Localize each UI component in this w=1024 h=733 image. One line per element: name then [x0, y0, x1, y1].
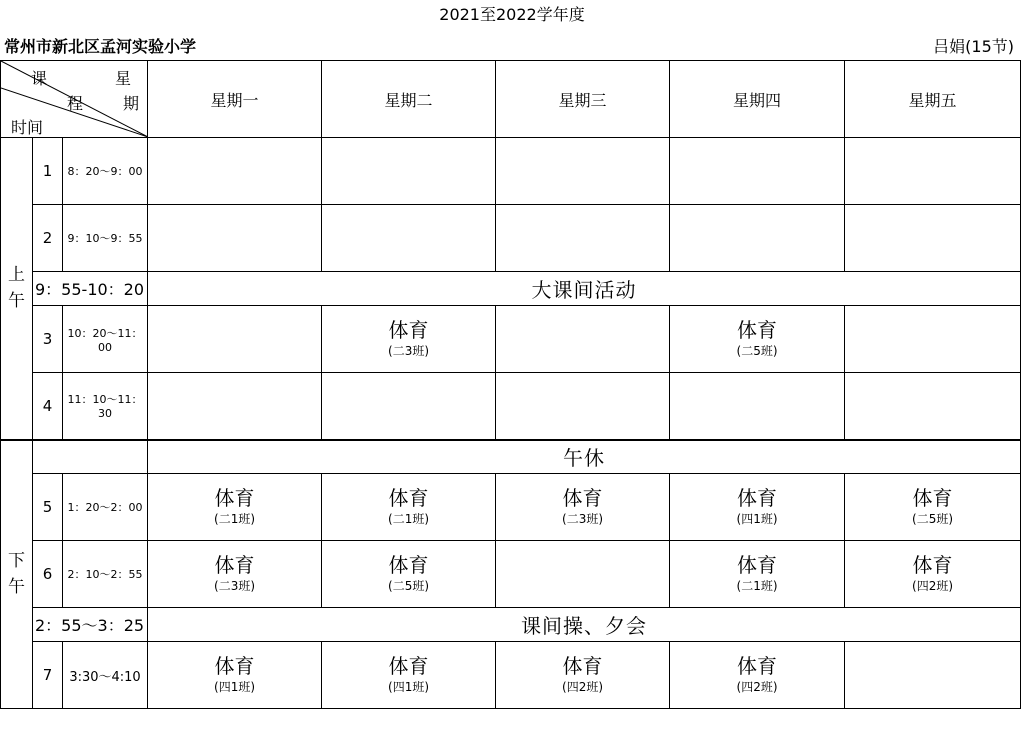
day-header-3: 星期三: [496, 61, 670, 138]
subject-name: 体育: [737, 486, 778, 510]
break-label: 大课间活动: [148, 272, 1021, 306]
subject-name: 体育: [388, 654, 429, 678]
period-number: 4: [33, 373, 63, 440]
schedule-cell: [322, 541, 496, 608]
period-number: 5: [33, 474, 63, 541]
period-row-3: [1, 306, 1021, 373]
break-time: 2：55～3：25: [33, 608, 148, 642]
break-label: 午休: [148, 440, 1021, 474]
class-name: (二3班): [388, 344, 430, 358]
class-name: (四2班): [912, 579, 954, 593]
schedule-cell: [845, 474, 1021, 541]
period-time: 9：10～9：55: [63, 205, 148, 272]
break-row: [1, 608, 1021, 642]
schedule-cell: [322, 373, 496, 440]
corner-label-c3: 星: [115, 69, 132, 88]
period-number: 1: [33, 138, 63, 205]
class-name: (四2班): [562, 680, 604, 694]
schedule-cell: [496, 205, 670, 272]
class-name: (四1班): [214, 680, 256, 694]
schedule-cell: [670, 306, 845, 373]
period-number: 2: [33, 205, 63, 272]
subject-name: 体育: [912, 486, 953, 510]
period-number: 7: [33, 642, 63, 709]
break-label: 课间操、夕会: [148, 608, 1021, 642]
class-name: (二1班): [214, 512, 256, 526]
schedule-cell: [322, 205, 496, 272]
day-header-2: 星期二: [322, 61, 496, 138]
class-name: (二5班): [736, 344, 778, 358]
schedule-cell: [148, 474, 322, 541]
schedule-cell: [670, 373, 845, 440]
period-row-6: [1, 541, 1021, 608]
schedule-cell: [670, 541, 845, 608]
subject-name: 体育: [562, 654, 603, 678]
schedule-cell: [670, 642, 845, 709]
timetable: [0, 60, 1021, 709]
break-time: 9：55-10：20: [33, 272, 148, 306]
period-number: 6: [33, 541, 63, 608]
subject-name: 体育: [388, 486, 429, 510]
subject-name: 体育: [737, 654, 778, 678]
morning-label: 上 午: [1, 138, 33, 440]
class-name: (四1班): [388, 680, 430, 694]
schedule-cell: [322, 306, 496, 373]
period-time: 1：20～2：00: [63, 474, 148, 541]
class-name: (四2班): [736, 680, 778, 694]
class-name: (二5班): [912, 512, 954, 526]
day-header-4: 星期四: [670, 61, 845, 138]
break-time: [33, 440, 148, 474]
schedule-cell: [670, 474, 845, 541]
schedule-cell: [496, 306, 670, 373]
period-number: 3: [33, 306, 63, 373]
schedule-cell: [322, 642, 496, 709]
year-title: 2021至2022学年度: [439, 5, 585, 24]
schedule-cell: [845, 306, 1021, 373]
period-time: 11：10～11：30: [63, 373, 148, 440]
period-row-5: [1, 474, 1021, 541]
period-row-7: [1, 642, 1021, 709]
subject-name: 体育: [214, 654, 255, 678]
schedule-cell: [148, 205, 322, 272]
schedule-cell: [845, 373, 1021, 440]
class-name: (二3班): [214, 579, 256, 593]
teacher-name: 吕娟(15节): [933, 37, 1014, 56]
period-time: 8：20～9：00: [63, 138, 148, 205]
schedule-cell: [148, 642, 322, 709]
afternoon-label: 下 午: [1, 440, 33, 709]
class-name: (四1班): [736, 512, 778, 526]
schedule-cell: [845, 138, 1021, 205]
schedule-cell: [496, 541, 670, 608]
header-row: [1, 61, 1021, 138]
period-row-4: [1, 373, 1021, 440]
schedule-cell: [496, 373, 670, 440]
period-time: 2：10～2：55: [63, 541, 148, 608]
schedule-cell: [148, 138, 322, 205]
corner-label-c4: 期: [123, 94, 140, 113]
corner-label-c5: 时间: [11, 118, 44, 137]
break-row: [1, 272, 1021, 306]
period-row-1: [1, 138, 1021, 205]
corner-label-c2: 程: [67, 94, 84, 113]
period-time: 3:30～4:10: [63, 642, 148, 709]
corner-label-c1: 课: [31, 69, 48, 88]
subject-name: 体育: [912, 553, 953, 577]
schedule-cell: [496, 642, 670, 709]
subject-name: 体育: [562, 486, 603, 510]
class-name: (二5班): [388, 579, 430, 593]
schedule-cell: [845, 541, 1021, 608]
schedule-cell: [322, 474, 496, 541]
schedule-cell: [845, 205, 1021, 272]
corner-cell: [1, 61, 148, 138]
subject-name: 体育: [388, 318, 429, 342]
schedule-cell: [322, 138, 496, 205]
day-header-5: 星期五: [845, 61, 1021, 138]
schedule-cell: [496, 138, 670, 205]
day-header-1: 星期一: [148, 61, 322, 138]
school-name: 常州市新北区孟河实验小学: [4, 37, 197, 56]
subject-name: 体育: [737, 318, 778, 342]
class-name: (二1班): [736, 579, 778, 593]
schedule-cell: [845, 642, 1021, 709]
schedule-cell: [670, 205, 845, 272]
period-time: 10：20～11：00: [63, 306, 148, 373]
schedule-cell: [670, 138, 845, 205]
break-row: [1, 440, 1021, 474]
subject-name: 体育: [214, 553, 255, 577]
schedule-cell: [496, 474, 670, 541]
class-name: (二3班): [562, 512, 604, 526]
class-name: (二1班): [388, 512, 430, 526]
subject-name: 体育: [388, 553, 429, 577]
schedule-cell: [148, 373, 322, 440]
schedule-cell: [148, 541, 322, 608]
subject-name: 体育: [737, 553, 778, 577]
subject-name: 体育: [214, 486, 255, 510]
schedule-cell: [148, 306, 322, 373]
period-row-2: [1, 205, 1021, 272]
